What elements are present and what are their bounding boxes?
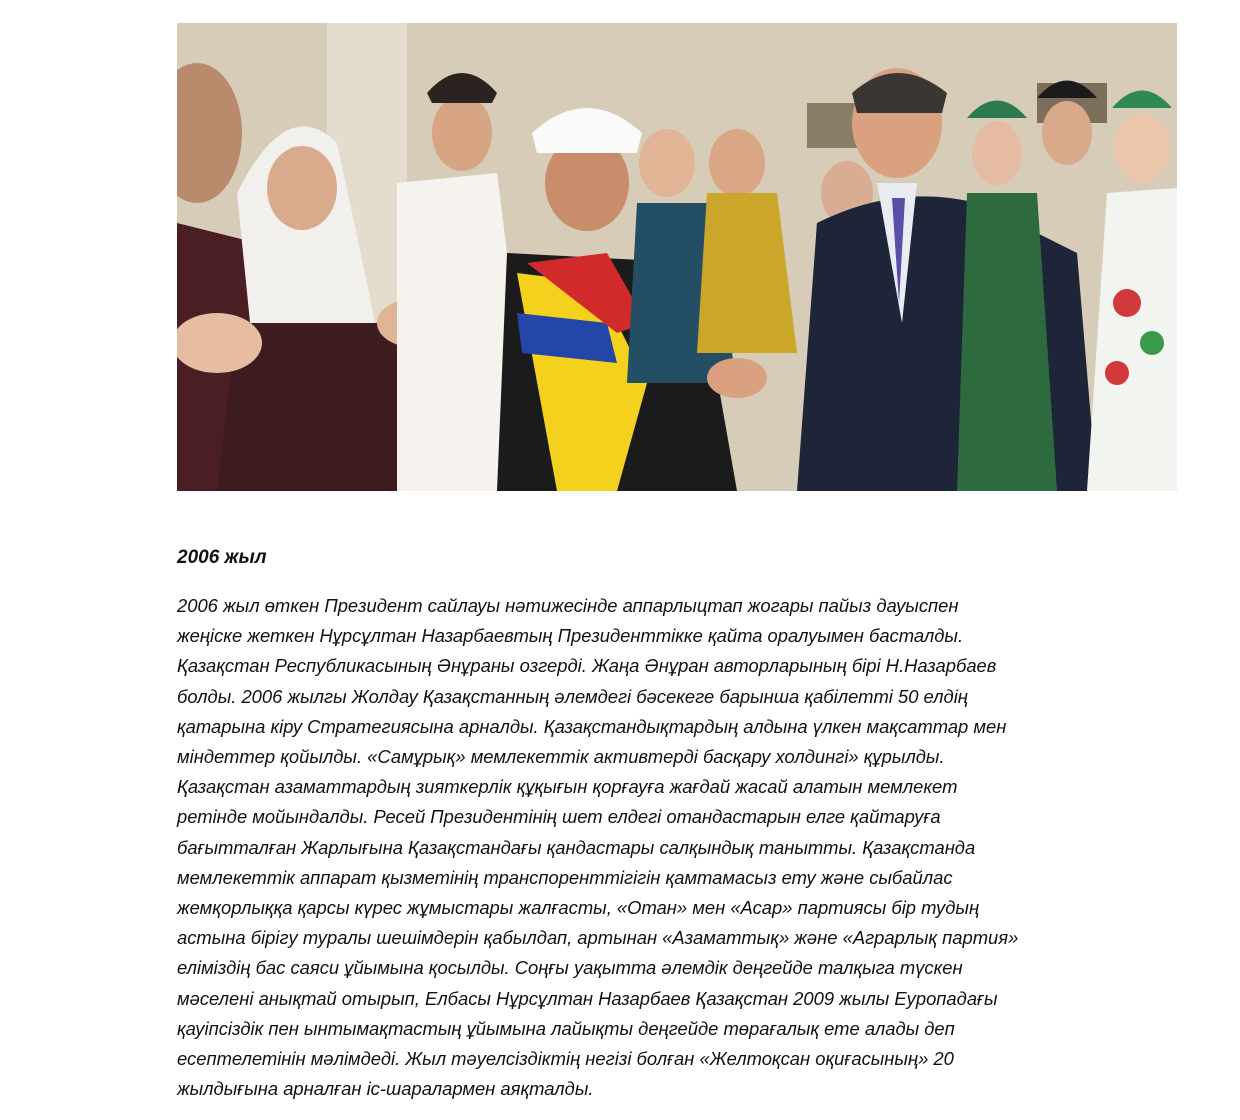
paragraph-line: жеңіске жеткен Нұрсұлтан Назарбаевтың Президенттікке қайта оралуымен басталды. [177,625,964,647]
paragraph-line: астына бірігу туралы шешімдерін қабылдап, артынан «Азаматтық» және «Аграрлық партия» [177,927,1019,949]
photo-illustration [177,23,1177,491]
paragraph-line: 2006 жыл өткен Президент сайлауы нәтижесінде аппарлыцтап жогары пайыз дауыспен [177,595,959,616]
paragraph-line: еліміздің бас саяси ұйымына қосылды. Соңғы уақытта әлемдік деңгейде талқыга түскен [177,957,963,979]
paragraph-line: жылдығына арналған іс-шаралармен аяқталды. [177,1078,594,1100]
paragraph-line: мәселені анықтай отырып, Елбасы Нұрсұлтан Назарбаев Қазақстан 2009 жылы Еуропадағы [177,987,998,1009]
body-paragraph [177,591,1167,1104]
paragraph-line: ретінде мойындалды. Ресей Президентінің шет елдегі отандастарын елге қайтаруға [177,806,941,828]
paragraph-line: қатарына кіру Стратегиясына арналды. Қазақстандықтардың алдына үлкен мақсаттар мен [177,715,1007,737]
paragraph-line: бағытталған Жарлығына Қазақстандағы қандастары салқындық танытты. Қазақстанда [177,836,976,858]
paragraph-line: Қазақстан Республикасының Әнұраны озгерді. Жаңа Әнұран авторларының бірі Н.Назарбаев [177,655,997,677]
paragraph-line: жемқорлыққа қарсы күрес жұмыстары жалғасты, «Отан» мен «Асар» партиясы бір тудың [177,897,980,919]
paragraph-line: Қазақстан азаматтардың зияткерлік құқығын қорғауға жағдай жасай алатын мемлекет [177,776,958,798]
section-heading: 2006 жыл [177,547,267,568]
paragraph-line: есептелетінін мәлімдеді. Жыл тәуелсіздіктің негізі болған «Желтоқсан оқиғасының» 20 [177,1048,954,1070]
paragraph-line: міндеттер қойылды. «Самұрық» мемлекеттік активтерді басқару холдингі» құрылды. [177,746,945,768]
paragraph-line: мемлекеттік аппарат қызметінің транспоренттігігін қамтамасыз ету және сыбайлас [177,866,953,888]
paragraph-line: қауіпсіздік пен ынтымақтастың ұйымына лайықты деңгейде төрағалық ете алады деп [177,1017,955,1039]
news-photo [177,23,1177,491]
paragraph-line: болды. 2006 жылгы Жолдау Қазақстанның әлемдегі бәсекеге барынша қабілетті 50 елдің [177,685,968,707]
